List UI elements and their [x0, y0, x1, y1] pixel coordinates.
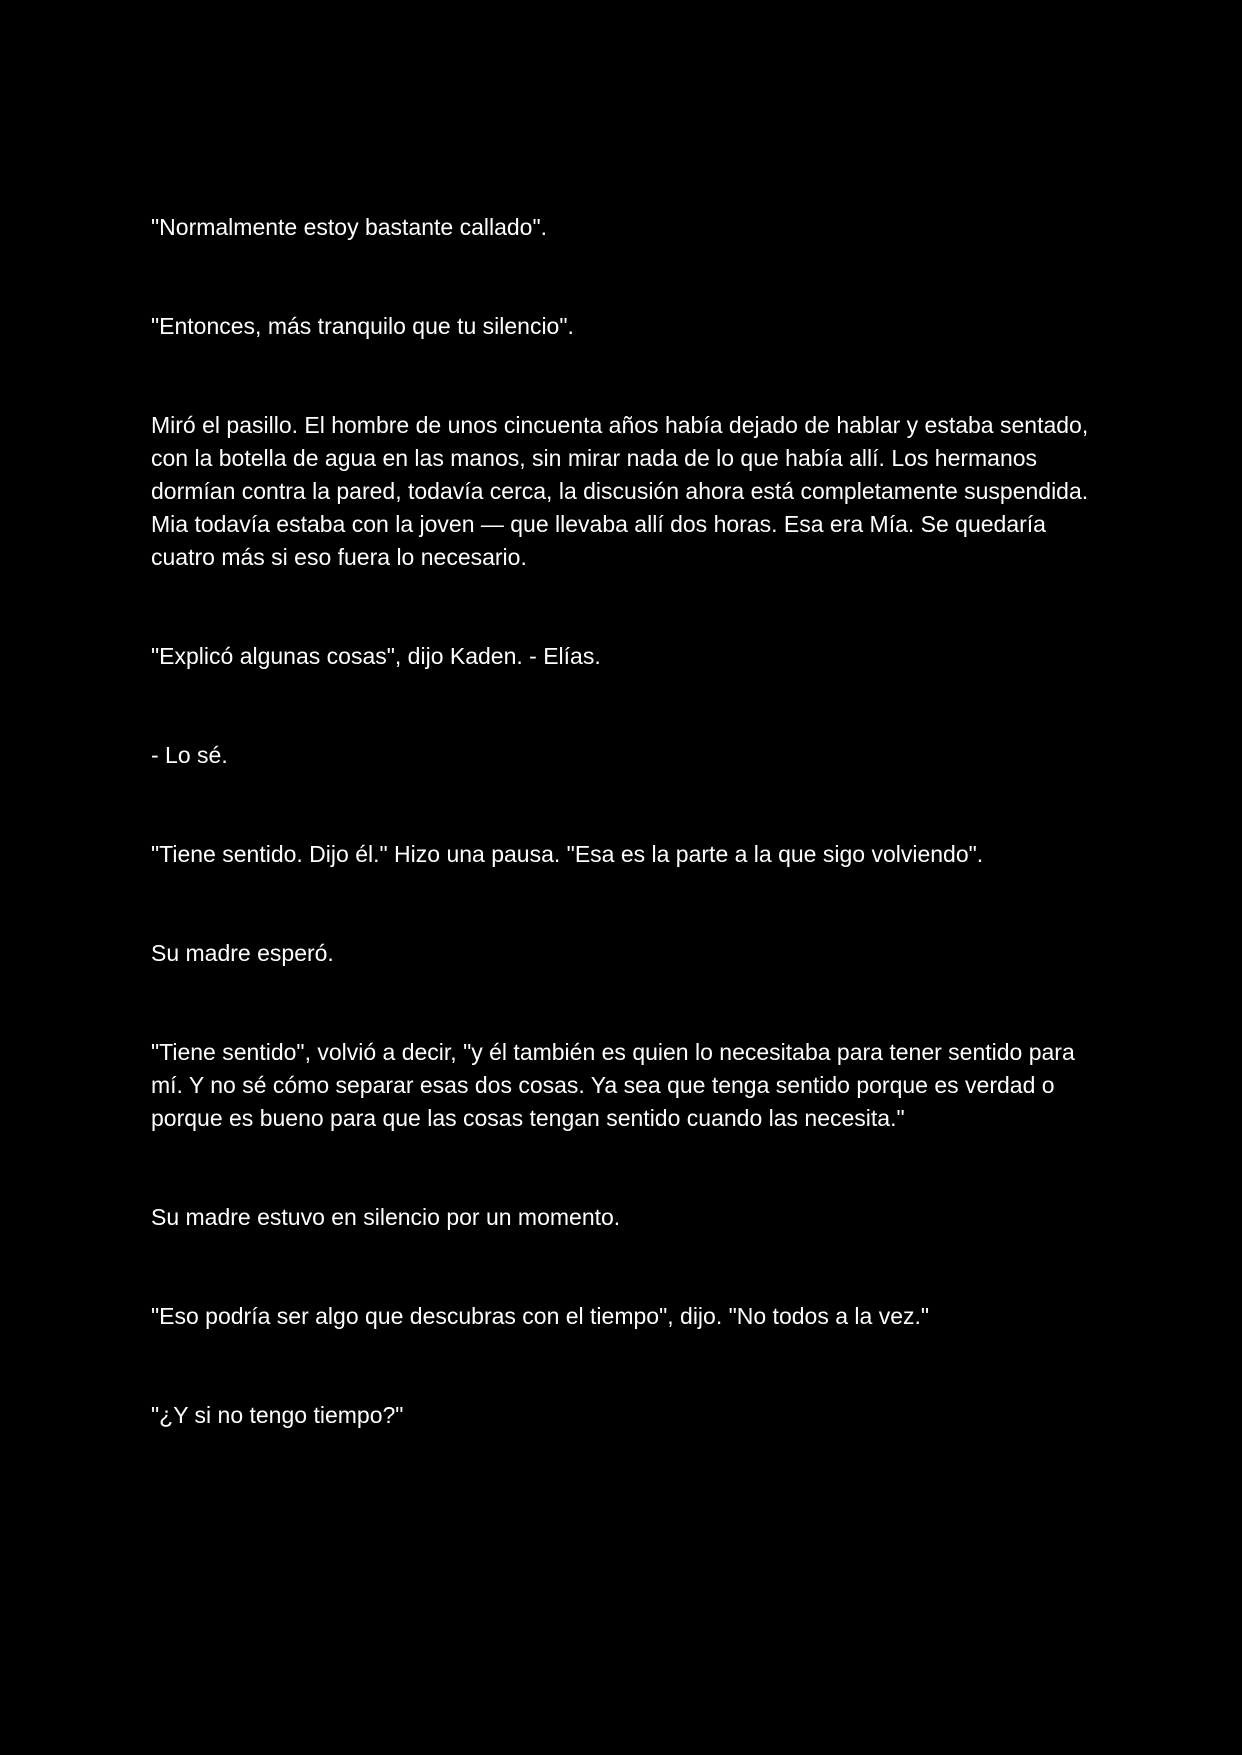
text-body	[151, 211, 1091, 1432]
paragraph: "Normalmente estoy bastante callado".	[151, 214, 548, 240]
paragraph: Miró el pasillo. El hombre de unos cincuenta años había dejado de hablar y estaba sentado, con la botella de agua en las manos, sin mirar nada de lo que había allí. Los hermanos dormían contra la pared, todavía cerca, la discusión ahora está completamente suspendida. Mia todavía estaba con la joven — que llevaba allí dos horas. Esa era Mía. Se quedaría cuatro más si eso fuera lo necesario.	[151, 412, 1089, 570]
paragraph: "Tiene sentido", volvió a decir, "y él también es quien lo necesitaba para tener sentido para mí. Y no sé cómo separar esas dos cosas. Ya sea que tenga sentido porque es verdad o porque es bueno para que las cosas tengan sentido cuando las necesita."	[151, 1039, 1075, 1131]
paragraph: Su madre esperó.	[151, 940, 334, 966]
paragraph: Su madre estuvo en silencio por un momento.	[151, 1204, 621, 1230]
paragraph: - Lo sé.	[151, 742, 228, 768]
paragraph: "¿Y si no tengo tiempo?"	[151, 1402, 404, 1428]
paragraph: "Tiene sentido. Dijo él." Hizo una pausa. "Esa es la parte a la que sigo volviendo".	[151, 841, 984, 867]
paragraph: "Entonces, más tranquilo que tu silencio".	[151, 313, 574, 339]
paragraph: "Explicó algunas cosas", dijo Kaden. - Elías.	[151, 643, 601, 669]
paragraph: "Eso podría ser algo que descubras con el tiempo", dijo. "No todos a la vez."	[151, 1303, 930, 1329]
